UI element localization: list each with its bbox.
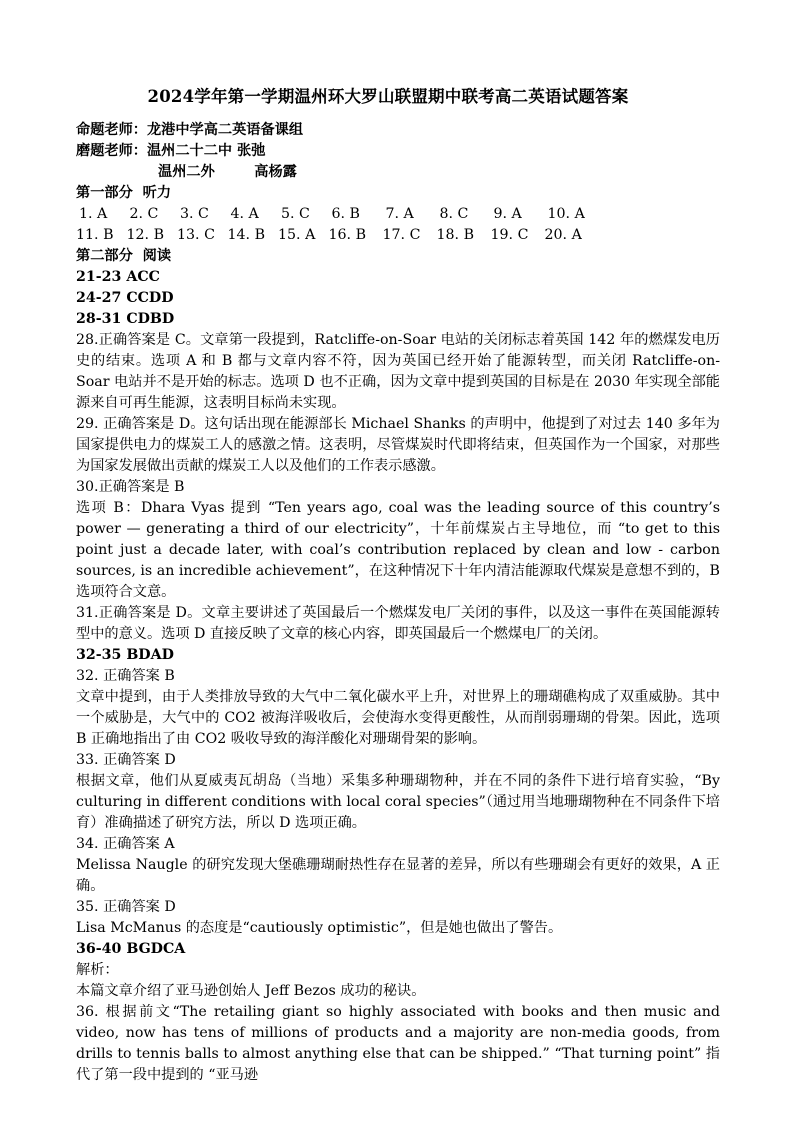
- reviewer-1: 温州二十二中 张弛: [146, 143, 266, 159]
- analysis-label: 解析：: [76, 962, 119, 978]
- answer-group-36-40: 36-40 BGDCA: [76, 941, 186, 957]
- answer-item: 7. A: [385, 206, 414, 222]
- page-title: 2024学年第一学期温州环大罗山联盟期中联考高二英语试题答案: [147, 87, 629, 106]
- answer-item: 14. B: [227, 227, 265, 243]
- explanation-q34: Melissa Naugle 的研究发现大堡礁珊瑚耐热性存在显著的差异，所以有些珊瑚会有更好的效果，A 正确。: [76, 857, 720, 894]
- reviewer-label: 磨题老师：: [76, 143, 147, 159]
- explanation-q31: 31.正确答案是 D。文章主要讲述了英国最后一个燃煤发电厂关闭的事件，以及这一事件在英国能源转型中的意义。选项 D 直接反映了文章的核心内容，即英国最后一个燃煤电厂的关闭。: [76, 605, 720, 642]
- answer-group-21-23: 21-23 ACC: [76, 269, 160, 285]
- answer-item: 1. A: [79, 206, 108, 222]
- answer-group-28-31: 28-31 CDBD: [76, 311, 175, 327]
- answer-q34: 34. 正确答案 A: [76, 836, 175, 852]
- answer-item: 15. A: [278, 227, 316, 243]
- explanation-q36: 36. 根据前文“The retailing giant so highly associated with books and then music and video, now has tens of millions of products and a majority are non-media goods, from drills to tennis balls to almost anything else that can be shipped.” “That turning point” 指代了第一段中提到的 “亚马逊: [76, 1004, 720, 1083]
- answer-item: 3. C: [180, 206, 209, 222]
- answer-item: 16. B: [328, 227, 366, 243]
- answer-item: 20. A: [544, 227, 582, 243]
- answer-q30: 30.正确答案是 B: [76, 479, 185, 495]
- proposer-line: 命题老师：龙港中学高二英语备课组: [76, 122, 304, 138]
- answer-item: 17. C: [382, 227, 421, 243]
- answer-item: 8. C: [439, 206, 469, 222]
- reviewer-2: 温州二外 高杨露: [158, 164, 297, 180]
- part2-heading: 第二部分 阅读: [76, 248, 172, 264]
- answer-group-24-27: 24-27 CCDD: [76, 290, 174, 306]
- explanation-q29: 29. 正确答案是 D。这句话出现在能源部长 Michael Shanks 的声明中，他提到了对过去 140 多年为国家提供电力的煤炭工人的感激之情。这表明，尽管煤炭时代即将结束，但英国作为一个国家，对那些为国家发展做出贡献的煤炭工人以及他们的工作表示感激。: [76, 416, 720, 474]
- listening-answers-row-2: [76, 225, 720, 246]
- answer-item: 5. C: [281, 206, 310, 222]
- answer-q35: 35. 正确答案 D: [76, 899, 176, 915]
- answer-document: [76, 86, 720, 1086]
- explanation-q30: 选项 B：Dhara Vyas 提到 “Ten years ago, coal was the leading source of this country’s power — generating a third of our electricity”，十年前煤炭占主导地位，而 “to get to this point just a decade later, with coal’s contribution replaced by clean and low - carbon sources, is an incredible achievement”，在这种情况下十年内清洁能源取代煤炭是意想不到的，B 选项符合文意。: [76, 500, 720, 600]
- answer-item: 11. B: [76, 227, 114, 243]
- reviewer-line: [76, 141, 720, 162]
- answer-q33: 33. 正确答案 D: [76, 752, 176, 768]
- answer-item: 18. B: [436, 227, 474, 243]
- answer-item: 6. B: [331, 206, 360, 222]
- answer-item: 2. C: [129, 206, 159, 222]
- explanation-q33: 根据文章，他们从夏威夷瓦胡岛（当地）采集多种珊瑚物种，并在不同的条件下进行培育实验，“By culturing in different conditions with local coral species”（通过用当地珊瑚物种在不同条件下培育）准确描述了研究方法，所以 D 选项正确。: [76, 773, 720, 831]
- explanation-q32: 文章中提到，由于人类排放导致的大气中二氧化碳水平上升，对世界上的珊瑚礁构成了双重威胁。其中一个威胁是，大气中的 CO2 被海洋吸收后，会使海水变得更酸性，从而削弱珊瑚的骨架。因此，选项 B 正确地指出了由 CO2 吸收导致的海洋酸化对珊瑚骨架的影响。: [76, 689, 720, 747]
- answer-q32: 32. 正确答案 B: [76, 668, 175, 684]
- listening-answers-row-1: [76, 204, 720, 225]
- explanation-q28: 28.正确答案是 C。文章第一段提到，Ratcliffe-on-Soar 电站的关闭标志着英国 142 年的燃煤发电历史的结束。选项 A 和 B 都与文章内容不符，因为英国已经开始了能源转型，而关闭 Ratcliffe-on-Soar 电站并不是开始的标志。选项 D 也不正确，因为文章中提到英国的目标是在 2030 年实现全部能源来自可再生能源，这表明目标尚未实现。: [76, 332, 720, 411]
- reviewer-line-2: [76, 162, 720, 183]
- answer-item: 12. B: [126, 227, 164, 243]
- answer-item: 4. A: [230, 206, 259, 222]
- part1-heading: 第一部分 听力: [76, 185, 172, 201]
- explanation-q35: Lisa McManus 的态度是“cautiously optimistic”，但是她也做出了警告。: [76, 920, 563, 936]
- answer-item: 13. C: [177, 227, 215, 243]
- answer-item: 19. C: [490, 227, 529, 243]
- analysis-intro: 本篇文章介绍了亚马逊创始人 Jeff Bezos 成功的秘诀。: [76, 983, 426, 999]
- answer-group-32-35: 32-35 BDAD: [76, 647, 174, 663]
- answer-item: 10. A: [547, 206, 585, 222]
- answer-item: 9. A: [493, 206, 522, 222]
